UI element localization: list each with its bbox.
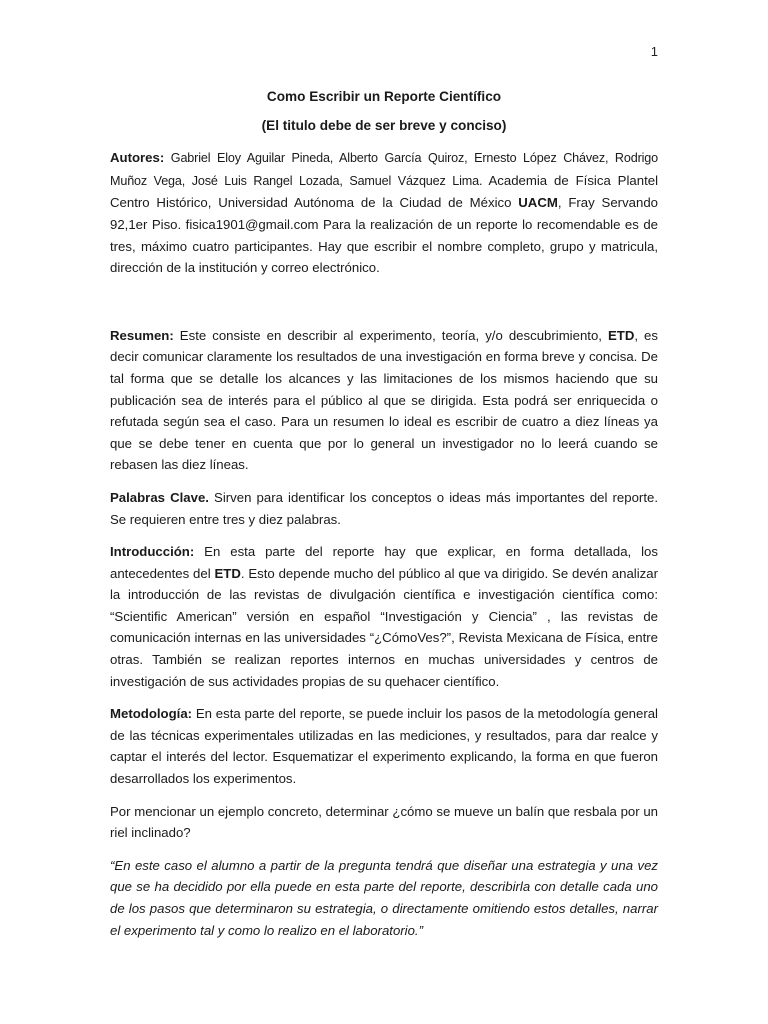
metodologia-label: Metodología: <box>110 706 193 722</box>
resumen-paragraph <box>110 325 658 476</box>
resumen-etd: ETD <box>607 327 635 343</box>
resumen-text-2: , es decir comunicar claramente los resultados de una investigación en forma breve y concisa. De tal forma que se detalle los alcances y las limitaciones de los mismos haciendo que su publicación sea de interés para el público al que se dirigida. Esta podrá ser enriquecida o refutada según sea el caso. Para un resumen lo ideal es escribir de cuatro a diez líneas ya que se debe tener en cuenta que por lo general un investigador no lo leerá cuando se rebasen las diez líneas. <box>110 327 658 473</box>
authors-paragraph <box>110 147 658 279</box>
metodologia-text: En esta parte del reporte, se puede incluir los pasos de la metodología general de las técnicas experimentales utilizadas en las mediciones, y resultados, para dar realce y captar el interés del lector. Esquematizar el experimento explicando, la forma en que fueron desarrollados los experimentos. <box>110 706 658 787</box>
authors-address: , Fray Servando 92,1er Piso. fisica1901@gmail.com <box>110 195 658 232</box>
ejemplo-paragraph: Por mencionar un ejemplo concreto, determinar ¿cómo se mueve un balín que resbala por un riel inclinado? <box>110 803 658 841</box>
introduccion-text-2: . Esto depende mucho del público al que va dirigido. Se devén analizar la introducción de las revistas de divulgación científica e investigación científica como: “Scientific American” versión en español “Investigación y Ciencia” , las revistas de comunicación internas en las universidades “¿CómoVes?”, Revista Mexicana de Física, entre otras. También se realizan reportes internos en muchas universidades y centros de investigación de sus actividades propias de su quehacer científico. <box>110 565 658 689</box>
resumen-text-1: Este consiste en describir al experimento, teoría, y/o descubrimiento, <box>173 327 608 343</box>
authors-uacm: UACM <box>518 195 558 211</box>
introduccion-paragraph <box>110 541 658 692</box>
introduccion-label: Introducción: <box>110 544 195 560</box>
resumen-label: Resumen: <box>110 327 174 343</box>
palabras-clave-paragraph <box>110 487 658 530</box>
authors-note: Para la realización de un reporte lo recomendable es de tres, máximo cuatro participantes. Hay que escribir el nombre completo, grupo y matricula, dirección de la institución y correo electrónico. <box>110 216 658 276</box>
authors-affiliation: Academia de Física Plantel Centro Histórico, Universidad Autónoma de la Ciudad de México <box>110 172 658 211</box>
palabras-clave-label: Palabras Clave. <box>110 489 209 505</box>
document-title: Como Escribir un Reporte Científico <box>266 89 502 104</box>
authors-names: Gabriel Eloy Aguilar Pineda, Alberto García Quiroz, Ernesto López Chávez, Rodrigo Muñoz Vega, José Luis Rangel Lozada, Samuel Vázquez Lima. <box>110 151 658 188</box>
page-number: 1 <box>650 44 658 59</box>
document-subtitle: (El titulo debe de ser breve y conciso) <box>261 117 507 133</box>
cita-paragraph: “En este caso el alumno a partir de la pregunta tendrá que diseñar una estrategia y una vez que se ha decidido por ella puede en esta parte del reporte, describirla con detalle cada uno de los pasos que determinaron su estrategia, o directamente omitiendo estos detalles, narrar el experimento tal y como lo realizo en el laboratorio.” <box>110 857 658 938</box>
introduccion-text-1: En esta parte del reporte hay que explicar, en forma detallada, los antecedentes del <box>110 544 658 581</box>
authors-label: Autores: <box>110 150 165 166</box>
metodologia-paragraph <box>110 703 658 789</box>
document-body <box>110 86 658 941</box>
introduccion-etd: ETD <box>214 565 241 581</box>
palabras-clave-text: Sirven para identificar los conceptos o ideas más importantes del reporte. Se requieren entre tres y diez palabras. <box>110 489 658 527</box>
